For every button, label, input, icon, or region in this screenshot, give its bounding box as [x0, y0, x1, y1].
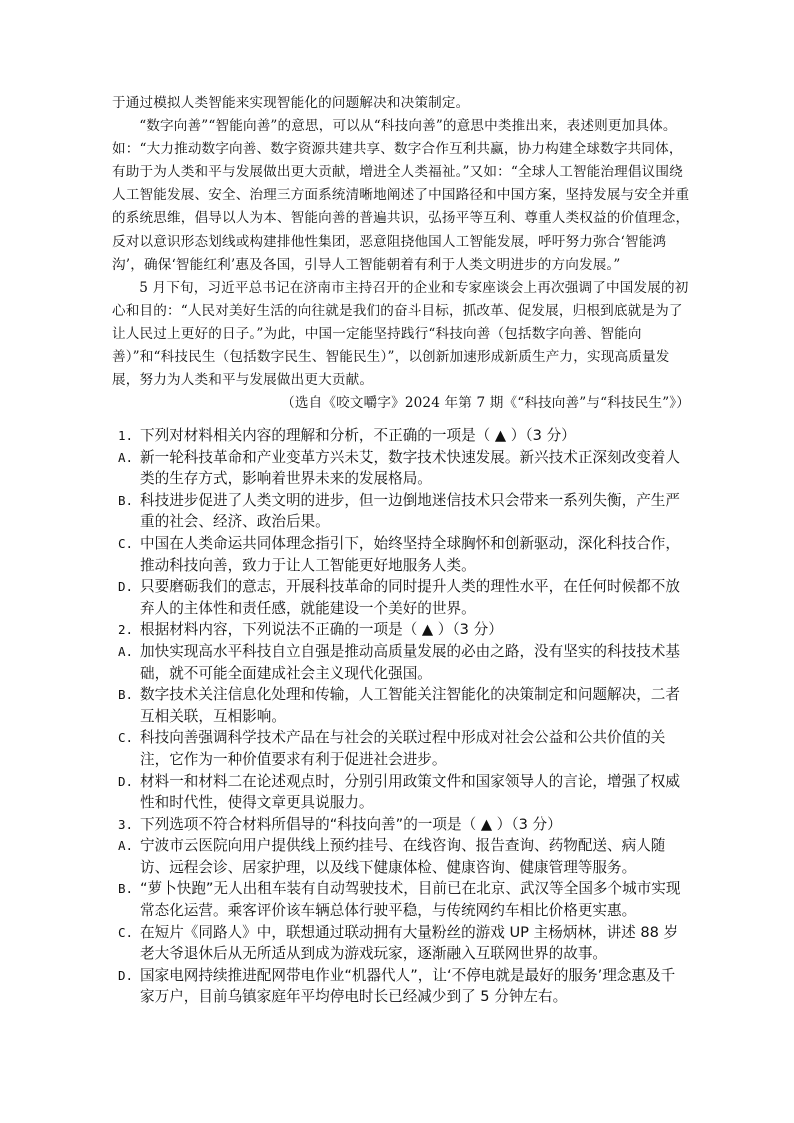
answer-option[interactable]	[118, 576, 688, 619]
answer-option[interactable]	[118, 684, 688, 727]
question	[118, 619, 688, 813]
question-stem	[118, 425, 688, 447]
answer-option[interactable]	[118, 965, 688, 1008]
question-number: 1.	[118, 428, 134, 443]
option-letter: A.	[118, 643, 134, 659]
option-letter: A.	[118, 449, 134, 465]
option-text: 加快实现高水平科技自立自强是推动高质量发展的必由之路，没有坚实的科技技术基础，就不可能全面建成社会主义现代化强国。	[140, 642, 680, 682]
answer-option[interactable]	[118, 878, 688, 921]
answer-option[interactable]	[118, 922, 688, 965]
answer-option[interactable]	[118, 533, 688, 576]
option-letter: B.	[118, 492, 134, 508]
option-letter: D.	[118, 773, 134, 789]
passage-source: （选自《咬文嚼字》2024 年第 7 期《“科技向善”与“科技民生”》）	[281, 395, 690, 412]
option-text: 国家电网持续推进配网带电作业“机器代人”，让‘不停电就是最好的服务’理念惠及千家万户，目前乌镇家庭年平均停电时长已经减少到了 5 分钟左右。	[140, 966, 676, 1006]
question-number: 3.	[118, 816, 134, 832]
passage-line: 于通过模拟人类智能来实现智能化的问题解决和决策制定。	[112, 95, 470, 111]
option-letter: A.	[118, 838, 134, 854]
answer-option[interactable]	[118, 771, 688, 814]
answer-option[interactable]	[118, 447, 688, 490]
option-letter: C.	[118, 535, 134, 551]
option-letter: D.	[118, 967, 134, 983]
question	[118, 814, 688, 1008]
question-stem	[118, 619, 688, 641]
option-text: 材料一和材料二在论述观点时，分别引用政策文件和国家领导人的言论，增强了权威性和时代性，使得文章更具说服力。	[140, 772, 680, 812]
answer-option[interactable]	[118, 835, 688, 878]
answer-option[interactable]	[118, 727, 688, 770]
option-text: 在短片《同路人》中，联想通过联动拥有大量粉丝的游戏 UP 主杨炳林，讲述 88 岁老大爷退休后从无所适从到成为游戏玩家，逐渐融入互联网世界的故事。	[140, 923, 679, 963]
passage-paragraph: 5 月下旬，习近平总书记在济南市主持召开的企业和专家座谈会上再次强调了中国发展的初心和目的：“人民对美好生活的向往就是我们的奋斗目标，抓改革、促发展，归根到底就是为了让人民过上更好的日子。”为此，中国一定能坚持践行“科技向善（包括数字向善、智能向善）”和“科技民生（包括数字民生、智能民生）”，以创新加速形成新质生产力，实现高质量发展，努力为人类和平与发展做出更大贡献。	[112, 279, 689, 389]
option-text: 科技进步促进了人类文明的进步，但一边倒地迷信技术只会带来一系列失衡，产生严重的社会、经济、政治后果。	[140, 491, 680, 531]
option-letter: C.	[118, 924, 134, 940]
question-stem	[118, 814, 688, 836]
option-text: 只要磨砺我们的意志，开展科技革命的同时提升人类的理性水平，在任何时候都不放弃人的主体性和责任感，就能建设一个美好的世界。	[140, 578, 680, 617]
question-text: 下列对材料相关内容的理解和分析，不正确的一项是（ ▲ ）（3 分）	[140, 427, 576, 444]
option-text: “萝卜快跑”无人出租车装有自动驾驶技术，目前已在北京、武汉等全国多个城市实现常态化运营。乘客评价该车辆总体行驶平稳，与传统网约车相比价格更实惠。	[140, 880, 681, 920]
option-letter: B.	[118, 881, 134, 897]
answer-option[interactable]	[118, 490, 688, 533]
passage-paragraph: “数字向善”“智能向善”的意思，可以从“科技向善”的意思中类推出来，表述则更加具体。如：“大力推动数字向善、数字资源共建共享、数字合作互利共赢，协力构建全球数字共同体，有助于为人类和平与发展做出更大贡献，增进全人类福祉。”又如：“全球人工智能治理倡议围绕人工智能发展、安全、治理三方面系统清晰地阐述了中国路径和中国方案，坚持发展与安全并重的系统思维，倡导以人为本、智能向善的普遍共识，弘扬平等互利、尊重人类权益的价值理念，反对以意识形态划线或构建排他性集团，恶意阻挠他国人工智能发展，呼吁努力弥合‘智能鸿沟’，确保‘智能红利’惠及各国，引导人工智能朝着有利于人类文明进步的方向发展。”	[112, 118, 690, 273]
option-text: 中国在人类命运共同体理念指引下，始终坚持全球胸怀和创新驱动，深化科技合作，推动科技向善，致力于让人工智能更好地服务人类。	[140, 534, 680, 574]
question-text: 根据材料内容，下列说法不正确的一项是（ ▲ ）（3 分）	[140, 621, 503, 639]
option-text: 数字技术关注信息化处理和传输，人工智能关注智能化的决策制定和问题解决，二者互相关联，互相影响。	[140, 686, 680, 725]
option-text: 新一轮科技革命和产业变革方兴未艾，数字技术快速发展。新兴技术正深刻改变着人类的生存方式，影响着世界未来的发展格局。	[140, 448, 680, 488]
option-text: 科技向善强调科学技术产品在与社会的关联过程中形成对社会公益和公共价值的关注，它作为一种价值要求有利于促进社会进步。	[140, 729, 666, 768]
question	[118, 425, 688, 619]
option-text: 宁波市云医院向用户提供线上预约挂号、在线咨询、报告查询、药物配送、病人随访、远程会诊、居家护理，以及线下健康体检、健康咨询、健康管理等服务。	[140, 837, 666, 876]
option-letter: B.	[118, 687, 134, 703]
reading-passage	[112, 92, 694, 415]
question-list	[118, 425, 688, 1008]
question-text: 下列选项不符合材料所倡导的“科技向善”的一项是（ ▲ ）（3 分）	[140, 815, 562, 833]
option-letter: C.	[118, 730, 134, 746]
question-number: 2.	[118, 622, 134, 638]
option-letter: D.	[118, 579, 134, 595]
answer-option[interactable]	[118, 641, 688, 684]
